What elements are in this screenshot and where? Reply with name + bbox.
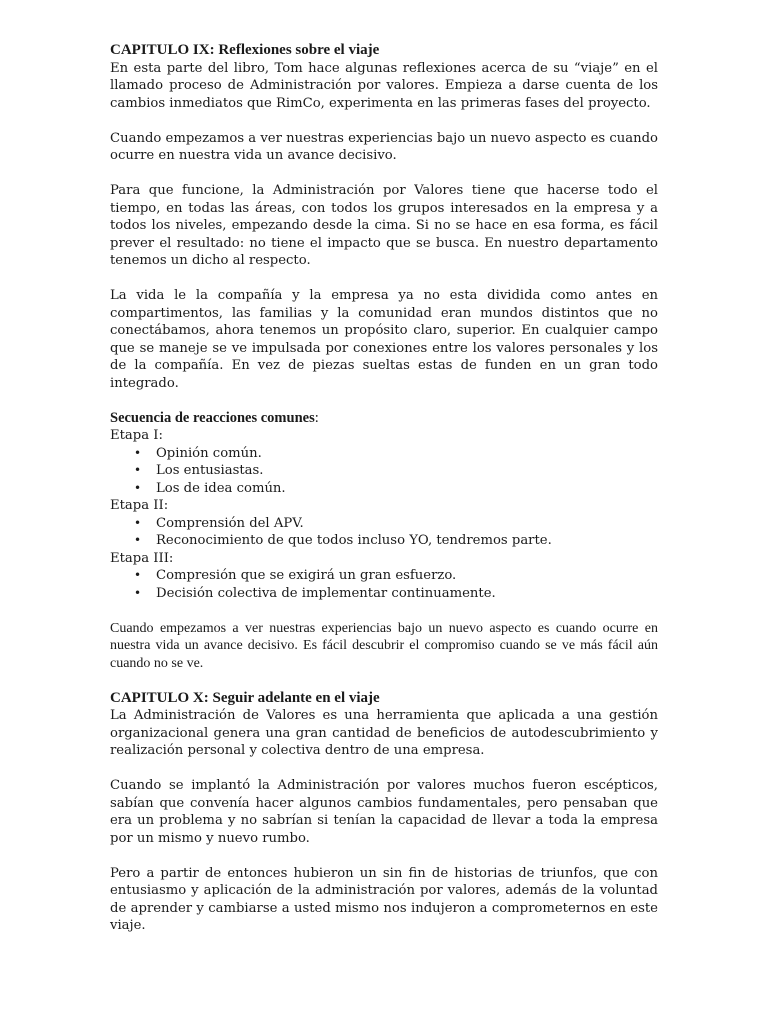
bullet-icon: • <box>134 480 142 495</box>
stage-3-list <box>110 567 658 602</box>
chapter-9-title: CAPITULO IX: Reflexiones sobre el viaje <box>110 42 380 58</box>
chapter-9-paragraph-4: La vida le la compañía y la empresa ya no esta dividida como antes en compartimentos, las familias y la comunidad eran mundos distintos que no conectábamos, ahora tenemos un propósito claro, superior. En cualquier campo que se maneje se ve impulsada por conexiones entre los valores personales y los de la compañía. En vez de piezas sueltas estas de funden en un gran todo integrado. <box>110 288 658 391</box>
chapter-10-paragraph-3: Pero a partir de entonces hubieron un sin fin de historias de triunfos, que con entusiasmo y aplicación de la administración por valores, además de la voluntad de aprender y cambiarse a usted mismo nos indujeron a comprometernos en este viaje. <box>110 865 658 933</box>
chapter-9-paragraph-2: Cuando empezamos a ver nuestras experiencias bajo un nuevo aspecto es cuando ocurre en nuestra vida un avance decisivo. <box>110 130 658 163</box>
bullet-icon: • <box>134 463 142 477</box>
chapter-9-paragraph-1: En esta parte del libro, Tom hace algunas reflexiones acerca de su “viaje” en el llamado proceso de Administración por valores. Empieza a darse cuenta de los cambios inmediatos que RimCo, experimenta en las primeras fases del proyecto. <box>110 60 658 111</box>
stage-1-label: Etapa I: <box>110 428 163 443</box>
stage-2-list <box>110 515 658 550</box>
chapter-10-paragraph-2: Cuando se implantó la Administración por valores muchos fueron escépticos, sabían que convenía hacer algunos cambios fundamentales, pero pensaban que era un problema y no sabrían si tenían la capacidad de llevar a toda la empresa por un mismo y nuevo rumbo. <box>110 778 658 846</box>
sequence-title: Secuencia de reacciones comunes: <box>110 409 319 426</box>
bullet-icon: • <box>134 568 142 582</box>
list-item: • Los entusiastas. <box>134 463 264 478</box>
chapter-9-paragraph-3: Para que funcione, la Administración por Valores tiene que hacerse todo el tiempo, en todas las áreas, con todos los grupos interesados en la empresa y a todos los niveles, empezando desde la cima. Si no se hace en esa forma, es fácil prever el resultado: no tiene el impacto que se busca. En nuestro departamento tenemos un dicho al respecto. <box>110 183 658 268</box>
bullet-icon: • <box>134 585 142 600</box>
list-item: • Los de idea común. <box>134 480 286 496</box>
chapter-10-title: CAPITULO X: Seguir adelante en el viaje <box>110 689 380 706</box>
list-item: • Compresión que se exigirá un gran esfuerzo. <box>134 568 457 583</box>
stage-1-list <box>110 445 658 498</box>
bullet-icon: • <box>134 515 142 530</box>
sequence-closing-paragraph: Cuando empezamos a ver nuestras experiencias bajo un nuevo aspecto es cuando ocurre en nuestra vida un avance decisivo. Es fácil descubrir el compromiso cuando se ve más fácil aún cuando no se ve. <box>110 620 658 671</box>
stage-3-label: Etapa III: <box>110 550 174 566</box>
list-item: • Reconocimiento de que todos incluso YO, tendremos parte. <box>134 533 552 548</box>
stage-2-label: Etapa II: <box>110 498 169 513</box>
list-item: • Decisión colectiva de implementar continuamente. <box>134 585 496 601</box>
bullet-icon: • <box>134 533 142 547</box>
list-item: • Comprensión del APV. <box>134 515 304 531</box>
chapter-10-paragraph-1: La Administración de Valores es una herramienta que aplicada a una gestión organizacional genera una gran cantidad de beneficios de autodescubrimiento y realización personal y colectiva dentro de una empresa. <box>110 708 658 758</box>
bullet-icon: • <box>134 445 142 460</box>
document-body <box>110 42 658 935</box>
list-item: • Opinión común. <box>134 445 262 461</box>
